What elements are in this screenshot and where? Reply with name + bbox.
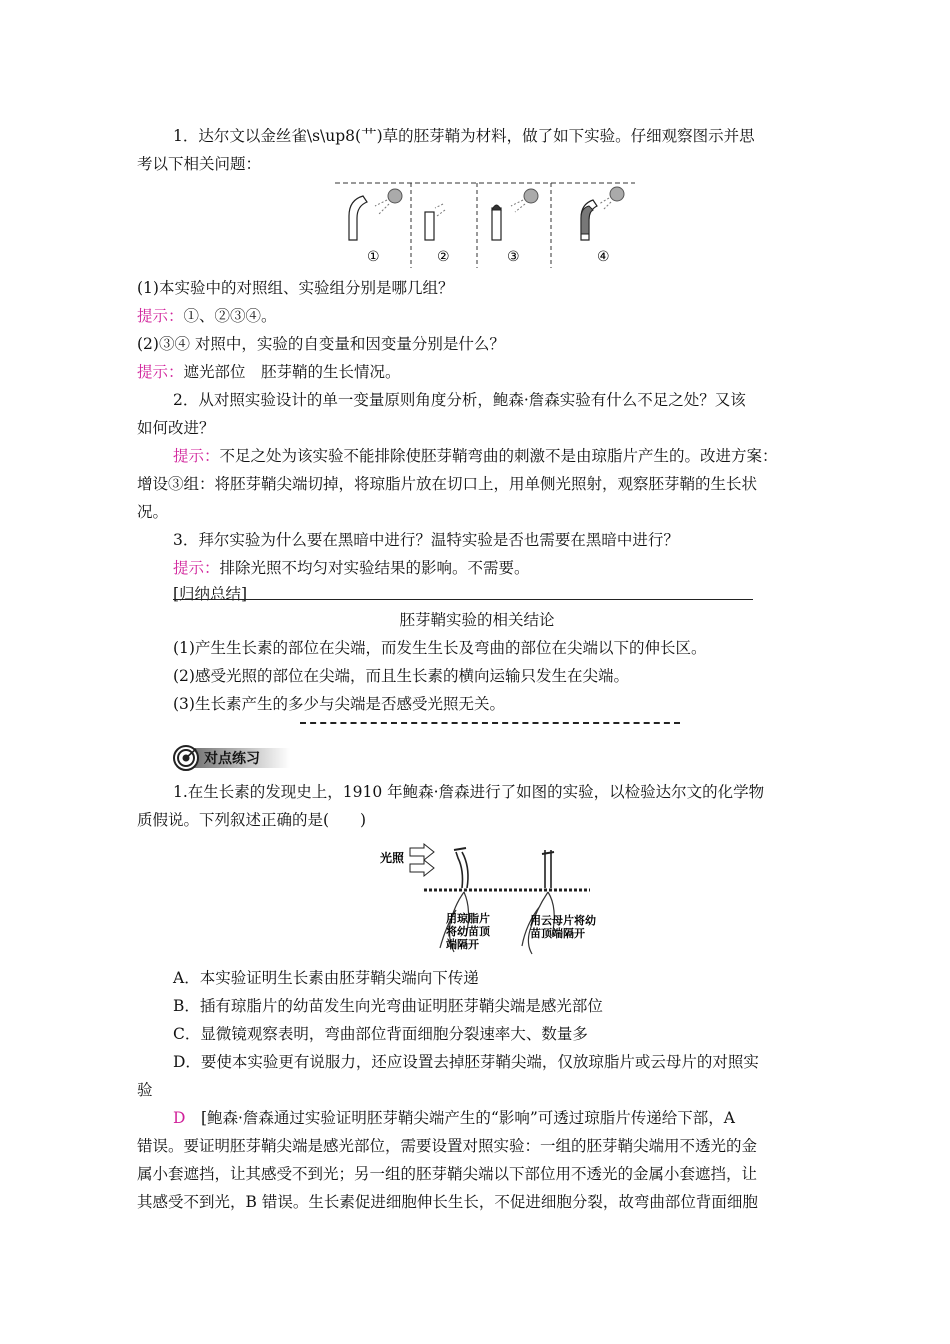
- summary-item-2: (2)感受光照的部位在尖端，而且生长素的横向运输只发生在尖端。: [173, 667, 629, 685]
- hint-label: 提示：: [137, 363, 184, 381]
- question-2-line-1: 2．从对照实验设计的单一变量原则角度分析，鲍森·詹森实验有什么不足之处？又该: [173, 391, 746, 409]
- explanation-line-3: 属小套遮挡，让其感受不到光；另一组的胚芽鞘尖端以下部位用不透光的金属小套遮挡，让: [137, 1165, 758, 1183]
- practice-question-line-1: 1.在生长素的发现史上，1910 年鲍森·詹森进行了如图的实验，以检验达尔文的化学物: [173, 783, 765, 801]
- practice-question-line-2: 质假说。下列叙述正确的是( ): [137, 811, 367, 829]
- boysen-jensen-figure: [380, 840, 610, 958]
- option-c: C．显微镜观察表明，弯曲部位背面细胞分裂速率大、数量多: [173, 1025, 588, 1043]
- hint-label: 提示：: [173, 559, 220, 577]
- hint-label: 提示：: [173, 447, 220, 465]
- summary-header: [归纳总结]: [173, 585, 248, 603]
- summary-title: 胚芽鞘实验的相关结论: [399, 611, 555, 629]
- option-b: B．插有琼脂片的幼苗发生向光弯曲证明胚芽鞘尖端是感光部位: [173, 997, 603, 1015]
- darwin-experiment-figure: [335, 178, 635, 270]
- sub-answer-1: [137, 302, 817, 330]
- summary-item-3: (3)生长素产生的多少与尖端是否感受光照无关。: [173, 695, 505, 713]
- question-1-line-2: 考以下相关问题：: [137, 155, 262, 173]
- sub-question-2: (2)③④ 对照中，实验的自变量和因变量分别是什么？: [137, 335, 505, 353]
- question-2-answer-line-3: 况。: [137, 503, 169, 521]
- figure-label-3: ③: [507, 249, 520, 265]
- summary-item-1: (1)产生生长素的部位在尖端，而发生生长及弯曲的部位在尖端以下的伸长区。: [173, 639, 707, 657]
- question-3: 3．拜尔实验为什么要在黑暗中进行？温特实验是否也需要在黑暗中进行？: [173, 531, 679, 549]
- question-3-answer: [137, 554, 817, 582]
- left-caption-line-1: 用琼脂片: [446, 912, 490, 925]
- explanation-line-4: 其感受不到光，B 错误。生长素促进细胞伸长生长，不促进细胞分裂，故弯曲部位背面细胞: [137, 1193, 758, 1211]
- hint-label: 提示：: [137, 307, 184, 325]
- question-1-line-1: 1．达尔文以金丝雀\s\up8(艹)草的胚芽鞘为材料，做了如下实验。仔细观察图示并思: [173, 127, 755, 145]
- question-2-answer-text: 不足之处为该实验不能排除使胚芽鞘弯曲的刺激不是由琼脂片产生的。改进方案：: [219, 447, 778, 465]
- sub-question-1: (1)本实验中的对照组、实验组分别是哪几组？: [137, 279, 454, 297]
- explanation-line-1: [137, 1104, 817, 1132]
- right-caption-line-2: 苗顶端隔开: [530, 927, 585, 940]
- answer-letter: D: [173, 1109, 186, 1127]
- figure-label-2: ②: [437, 249, 450, 265]
- right-caption-line-1: 用云母片将幼: [530, 914, 596, 927]
- sub-answer-1-text: ①、②③④。: [183, 307, 277, 325]
- question-2-line-2: 如何改进？: [137, 419, 215, 437]
- figure-label-1: ①: [367, 249, 380, 265]
- practice-badge-label: 对点练习: [204, 751, 260, 767]
- light-label: 光照: [380, 851, 405, 865]
- dashed-separator: [300, 722, 680, 724]
- figure-label-4: ④: [597, 249, 610, 265]
- option-d-continuation: 验: [137, 1081, 153, 1099]
- explanation-line-2: 错误。要证明胚芽鞘尖端是感光部位，需要设置对照实验：一组的胚芽鞘尖端用不透光的金: [137, 1137, 758, 1155]
- practice-badge: [172, 745, 290, 771]
- question-2-answer-line-1: [137, 442, 817, 470]
- summary-divider: [173, 599, 753, 600]
- left-caption-line-2: 将幼苗顶: [446, 925, 490, 938]
- question-3-answer-text: 排除光照不均匀对实验结果的影响。不需要。: [219, 559, 530, 577]
- question-2-answer-line-2: 增设③组：将胚芽鞘尖端切掉，将琼脂片放在切口上，用单侧光照射，观察胚芽鞘的生长状: [137, 475, 758, 493]
- left-caption-line-3: 端隔开: [446, 938, 479, 951]
- option-d: D．要使本实验更有说服力，还应设置去掉胚芽鞘尖端，仅放琼脂片或云母片的对照实: [173, 1053, 759, 1071]
- sub-answer-2-text: 遮光部位 胚芽鞘的生长情况。: [183, 363, 401, 381]
- explanation-text-1: [鲍森·詹森通过实验证明胚芽鞘尖端产生的“影响”可透过琼脂片传递给下部，A: [200, 1109, 735, 1127]
- option-a: A．本实验证明生长素由胚芽鞘尖端向下传递: [173, 969, 479, 987]
- sub-answer-2: [137, 358, 817, 386]
